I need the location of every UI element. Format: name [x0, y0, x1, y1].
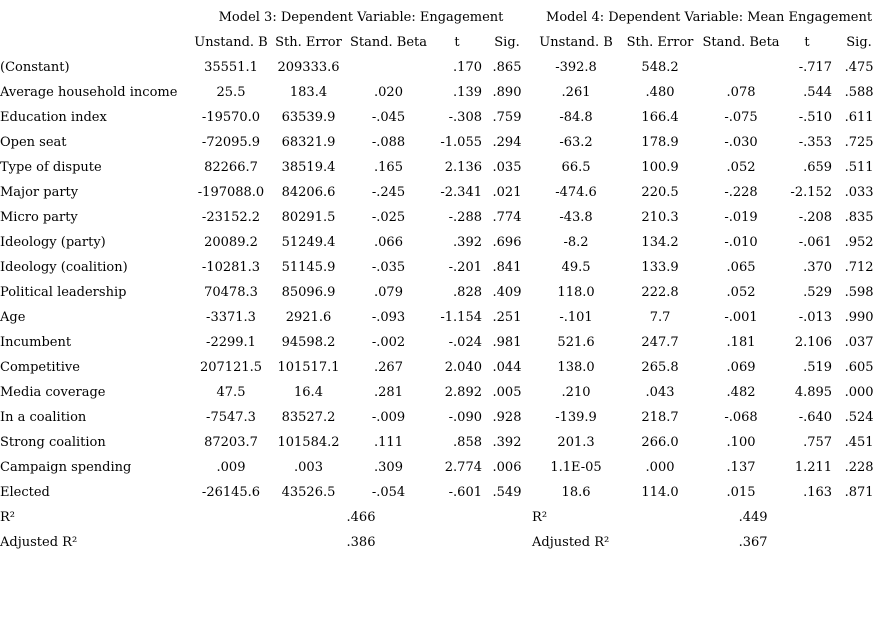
cell-m3-sig: .981 [492, 335, 522, 350]
cell-m3-sig: .549 [492, 485, 522, 500]
cell-m3-unstand-b: 70478.3 [204, 285, 258, 300]
cell-m4-sig: .871 [844, 485, 874, 500]
cell-m4-stand-beta: -.075 [724, 110, 758, 125]
cell-m3-sth-error: 85096.9 [281, 285, 336, 300]
cell-m3-stand-beta: .309 [374, 460, 403, 475]
cell-m3-unstand-b: 207121.5 [199, 360, 263, 375]
cell-m4-sig: .037 [844, 335, 874, 350]
cell-m4-t: -.640 [798, 410, 833, 425]
cell-m3-sth-error: 16.4 [294, 385, 323, 400]
cell-m3-unstand-b: 82266.7 [204, 160, 258, 175]
cell-m3-stand-beta: -.054 [371, 485, 406, 500]
cell-m4-unstand-b: 66.5 [561, 160, 591, 175]
cell-m4-stand-beta: .181 [726, 335, 756, 350]
cell-m3-sth-error: 101517.1 [277, 360, 340, 375]
cell-m3-stand-beta: .267 [374, 360, 403, 375]
cell-m4-stand-beta: -.019 [724, 210, 758, 225]
cell-m4-sth-error: 266.0 [641, 435, 679, 450]
cell-m4-sig: .990 [844, 310, 874, 325]
cell-m3-unstand-b: .009 [216, 460, 246, 475]
cell-m3-unstand-b: 25.5 [216, 85, 246, 100]
cell-m4-stand-beta: -.030 [724, 135, 758, 150]
cell-m3-stand-beta: .165 [374, 160, 403, 175]
cell-m3-unstand-b: 47.5 [216, 385, 246, 400]
cell-m3-sig: .759 [492, 110, 522, 125]
table-row [0, 155, 886, 180]
cell-m3-t: 2.136 [444, 160, 482, 175]
cell-m3-unstand-b: -10281.3 [201, 260, 261, 275]
table-row [0, 55, 886, 80]
cell-m4-stand-beta: .078 [726, 85, 756, 100]
cell-m4-sig: .000 [844, 385, 874, 400]
cell-m3-stand-beta: .079 [374, 285, 403, 300]
cell-m4-unstand-b: 201.3 [557, 435, 595, 450]
cell-m3-sth-error: 2921.6 [285, 310, 332, 325]
row-label: Campaign spending [0, 460, 132, 475]
table-row [0, 380, 886, 405]
cell-m3-sig: .044 [492, 360, 522, 375]
cell-m3-t: .392 [453, 235, 482, 250]
cell-m4-t: -.013 [798, 310, 833, 325]
cell-m4-t: -2.152 [790, 185, 833, 200]
cell-m3-stand-beta: .111 [374, 435, 403, 450]
cell-m4-unstand-b: 521.6 [557, 335, 595, 350]
cell-m3-sth-error: 84206.6 [281, 185, 336, 200]
cell-m3-sth-error: 183.4 [289, 85, 328, 100]
cell-m4-unstand-b: 18.6 [561, 485, 591, 500]
cell-m3-sig: .696 [492, 235, 522, 250]
summary-value-m4: .449 [738, 510, 768, 525]
cell-m3-t: -.601 [448, 485, 482, 500]
table-row [0, 330, 886, 355]
col-header-m4-stand-beta: Stand. Beta [702, 35, 780, 50]
cell-m4-stand-beta: .482 [726, 385, 756, 400]
table-row [0, 255, 886, 280]
cell-m4-sig: .475 [844, 60, 874, 75]
cell-m4-t: .544 [803, 85, 833, 100]
cell-m3-sth-error: 51249.4 [281, 235, 336, 250]
cell-m3-unstand-b: -2299.1 [206, 335, 256, 350]
row-label: Open seat [0, 135, 67, 150]
col-header-m4-sig: Sig. [846, 35, 872, 50]
column-header-row [0, 30, 886, 55]
cell-m4-sig: .725 [844, 135, 874, 150]
table-row [0, 480, 886, 505]
cell-m4-stand-beta [700, 55, 782, 80]
cell-m4-t: 4.895 [794, 385, 833, 400]
table-row [0, 80, 886, 105]
summary-value-m3: .466 [346, 510, 376, 525]
table-row [0, 430, 886, 455]
cell-m4-sth-error: .480 [645, 85, 675, 100]
cell-m3-stand-beta: .020 [374, 85, 403, 100]
row-label: Political leadership [0, 285, 127, 300]
cell-m4-unstand-b: -139.9 [555, 410, 597, 425]
cell-m4-sth-error: 247.7 [641, 335, 679, 350]
cell-m4-t: -.061 [798, 235, 833, 250]
cell-m3-unstand-b: -7547.3 [206, 410, 256, 425]
cell-m3-stand-beta: -.002 [371, 335, 406, 350]
table-row [0, 230, 886, 255]
cell-m4-sth-error: 218.7 [641, 410, 679, 425]
cell-m4-sth-error: 100.9 [641, 160, 679, 175]
row-label: Elected [0, 485, 50, 500]
cell-m3-t: -.288 [448, 210, 482, 225]
cell-m3-t: -.090 [448, 410, 482, 425]
cell-m4-sig: .611 [844, 110, 874, 125]
cell-m3-sig: .251 [492, 310, 522, 325]
cell-m3-stand-beta: .281 [374, 385, 403, 400]
cell-m4-t: 2.106 [794, 335, 833, 350]
cell-m4-sig: .598 [844, 285, 874, 300]
table-row [0, 355, 886, 380]
cell-m4-unstand-b: -.101 [559, 310, 593, 325]
cell-m4-unstand-b: -43.8 [559, 210, 593, 225]
cell-m4-sig: .524 [844, 410, 874, 425]
cell-m3-unstand-b: -72095.9 [201, 135, 261, 150]
cell-m3-sig: .890 [492, 85, 522, 100]
cell-m4-unstand-b: .261 [561, 85, 591, 100]
summary-label-m3: Adjusted R² [0, 535, 78, 550]
cell-m3-t: -2.341 [440, 185, 482, 200]
cell-m3-unstand-b: -23152.2 [201, 210, 261, 225]
cell-m3-stand-beta: -.088 [371, 135, 406, 150]
cell-m4-sth-error: 222.8 [641, 285, 679, 300]
cell-m4-t: .757 [803, 435, 833, 450]
cell-m4-sth-error: 133.9 [641, 260, 679, 275]
cell-m4-sig: .712 [844, 260, 874, 275]
col-header-m4-sth-error: Sth. Error [626, 35, 694, 50]
cell-m3-sth-error: 43526.5 [281, 485, 336, 500]
cell-m3-sig: .035 [492, 160, 522, 175]
row-label: (Constant) [0, 60, 70, 75]
cell-m4-stand-beta: .100 [726, 435, 756, 450]
regression-results-table [0, 5, 886, 555]
cell-m3-stand-beta: -.035 [371, 260, 406, 275]
cell-m4-t: .529 [803, 285, 833, 300]
cell-m4-stand-beta: -.010 [724, 235, 758, 250]
cell-m4-stand-beta: .015 [726, 485, 756, 500]
cell-m4-sig: .511 [844, 160, 874, 175]
cell-m4-t: -.510 [798, 110, 833, 125]
cell-m3-unstand-b: -3371.3 [206, 310, 256, 325]
cell-m4-t: .370 [803, 260, 833, 275]
cell-m3-stand-beta: -.025 [371, 210, 406, 225]
col-header-m3-t: t [454, 35, 460, 50]
cell-m3-sig: .392 [492, 435, 522, 450]
table-row [0, 180, 886, 205]
cell-m3-unstand-b: -26145.6 [201, 485, 261, 500]
cell-m4-unstand-b: 1.1E-05 [550, 460, 602, 475]
cell-m3-unstand-b: 35551.1 [204, 60, 258, 75]
cell-m4-t: .163 [803, 485, 833, 500]
cell-m3-stand-beta: -.045 [371, 110, 406, 125]
cell-m4-unstand-b: -84.8 [559, 110, 593, 125]
row-label: Media coverage [0, 385, 106, 400]
table-row [0, 455, 886, 480]
cell-m3-sth-error: 94598.2 [281, 335, 336, 350]
cell-m4-stand-beta: .137 [726, 460, 756, 475]
col-header-m4-t: t [804, 35, 810, 50]
cell-m4-sth-error: 178.9 [641, 135, 679, 150]
cell-m4-sth-error: 7.7 [649, 310, 671, 325]
cell-m4-t: .659 [803, 160, 833, 175]
model3-title: Model 3: Dependent Variable: Engagement [218, 10, 504, 25]
cell-m4-stand-beta: .052 [726, 160, 756, 175]
cell-m3-t: 2.040 [444, 360, 482, 375]
cell-m4-unstand-b: -8.2 [563, 235, 589, 250]
cell-m3-sth-error: 80291.5 [281, 210, 336, 225]
cell-m3-t: -1.055 [440, 135, 482, 150]
cell-m3-stand-beta: -.093 [371, 310, 406, 325]
cell-m3-sth-error: 209333.6 [277, 60, 340, 75]
row-label: Competitive [0, 360, 80, 375]
cell-m3-sig: .928 [492, 410, 522, 425]
summary-label-m4: Adjusted R² [532, 535, 610, 550]
cell-m3-t: .139 [453, 85, 482, 100]
col-header-m3-unstand-b: Unstand. B [194, 35, 268, 50]
row-label: Type of dispute [0, 160, 102, 175]
cell-m4-stand-beta: .052 [726, 285, 756, 300]
row-label-header [0, 30, 190, 55]
cell-m3-t: -.201 [448, 260, 482, 275]
table-row [0, 105, 886, 130]
cell-m3-t: -.024 [448, 335, 482, 350]
cell-m3-sth-error: 63539.9 [281, 110, 336, 125]
summary-value-m4: .367 [738, 535, 768, 550]
cell-m4-unstand-b: 138.0 [557, 360, 595, 375]
cell-m4-sth-error: 210.3 [641, 210, 679, 225]
cell-m4-t: .519 [803, 360, 833, 375]
row-label: Education index [0, 110, 107, 125]
cell-m3-unstand-b: 20089.2 [204, 235, 258, 250]
cell-m3-unstand-b: 87203.7 [204, 435, 258, 450]
cell-m3-sig: .865 [492, 60, 522, 75]
cell-m4-sig: .033 [844, 185, 874, 200]
table-body [0, 55, 886, 555]
cell-m3-sig: .005 [492, 385, 522, 400]
cell-m4-sth-error: .000 [645, 460, 675, 475]
row-label: Ideology (coalition) [0, 260, 128, 275]
cell-m4-sth-error: 114.0 [641, 485, 679, 500]
cell-m4-sig: .605 [844, 360, 874, 375]
cell-m4-sig: .451 [844, 435, 874, 450]
cell-m3-stand-beta: -.245 [371, 185, 406, 200]
cell-m3-stand-beta [345, 55, 432, 80]
summary-label-m3: R² [0, 510, 15, 525]
model4-title: Model 4: Dependent Variable: Mean Engagement [546, 10, 873, 25]
row-label: Age [0, 310, 26, 325]
col-header-m3-sig: Sig. [494, 35, 520, 50]
row-label: Average household income [0, 85, 178, 100]
cell-m4-stand-beta: .065 [726, 260, 756, 275]
cell-m4-sig: .588 [844, 85, 874, 100]
row-label: Major party [0, 185, 79, 200]
cell-m4-t: -.717 [798, 60, 833, 75]
cell-m4-unstand-b: .210 [561, 385, 591, 400]
cell-m4-stand-beta: -.068 [724, 410, 758, 425]
row-label: In a coalition [0, 410, 87, 425]
cell-m4-sth-error: .043 [645, 385, 675, 400]
cell-m4-unstand-b: 118.0 [557, 285, 595, 300]
cell-m4-stand-beta: .069 [726, 360, 756, 375]
table-row [0, 130, 886, 155]
table-row [0, 280, 886, 305]
cell-m3-sth-error: .003 [294, 460, 323, 475]
cell-m3-sth-error: 51145.9 [281, 260, 336, 275]
cell-m3-unstand-b: -197088.0 [197, 185, 265, 200]
col-header-m3-stand-beta: Stand. Beta [349, 35, 428, 50]
table-row [0, 405, 886, 430]
cell-m4-stand-beta: -.001 [724, 310, 758, 325]
cell-m3-sig: .409 [492, 285, 522, 300]
cell-m4-stand-beta: -.228 [724, 185, 758, 200]
cell-m3-sth-error: 101584.2 [277, 435, 340, 450]
col-header-m3-sth-error: Sth. Error [275, 35, 342, 50]
cell-m3-t: -.308 [448, 110, 482, 125]
cell-m3-t: 2.774 [444, 460, 482, 475]
cell-m3-sig: .006 [492, 460, 522, 475]
model-title-row [0, 5, 886, 30]
cell-m4-sth-error: 548.2 [641, 60, 679, 75]
col-header-m4-unstand-b: Unstand. B [539, 35, 613, 50]
cell-m3-t: -1.154 [440, 310, 482, 325]
cell-m3-sig: .841 [492, 260, 522, 275]
cell-m4-sig: .228 [844, 460, 874, 475]
cell-m3-sig: .294 [492, 135, 522, 150]
cell-m4-sth-error: 220.5 [641, 185, 679, 200]
cell-m3-t: .828 [453, 285, 482, 300]
cell-m4-t: -.208 [798, 210, 833, 225]
row-label: Micro party [0, 210, 78, 225]
cell-m4-unstand-b: -63.2 [559, 135, 593, 150]
cell-m3-t: .170 [453, 60, 482, 75]
cell-m3-sth-error: 68321.9 [281, 135, 336, 150]
cell-m3-sth-error: 83527.2 [281, 410, 336, 425]
cell-m3-sig: .774 [492, 210, 522, 225]
cell-m4-sth-error: 265.8 [641, 360, 679, 375]
corner-spacer [0, 5, 190, 30]
cell-m4-sig: .835 [844, 210, 874, 225]
cell-m3-sth-error: 38519.4 [281, 160, 336, 175]
summary-label-m4: R² [532, 510, 548, 525]
cell-m4-sig: .952 [844, 235, 874, 250]
row-label: Strong coalition [0, 435, 106, 450]
row-label: Incumbent [0, 335, 72, 350]
cell-m3-sig: .021 [492, 185, 522, 200]
cell-m4-t: -.353 [798, 135, 833, 150]
summary-row [0, 505, 886, 530]
table-row [0, 205, 886, 230]
cell-m4-unstand-b: -392.8 [555, 60, 597, 75]
cell-m4-unstand-b: 49.5 [561, 260, 591, 275]
cell-m3-t: 2.892 [444, 385, 482, 400]
cell-m4-t: 1.211 [794, 460, 833, 475]
row-label: Ideology (party) [0, 235, 106, 250]
cell-m3-t: .858 [453, 435, 482, 450]
cell-m3-stand-beta: -.009 [371, 410, 406, 425]
summary-row [0, 530, 886, 555]
summary-value-m3: .386 [346, 535, 376, 550]
table-row [0, 305, 886, 330]
cell-m4-unstand-b: -474.6 [555, 185, 597, 200]
cell-m3-unstand-b: -19570.0 [201, 110, 261, 125]
cell-m4-sth-error: 166.4 [641, 110, 679, 125]
cell-m4-sth-error: 134.2 [641, 235, 679, 250]
cell-m3-stand-beta: .066 [374, 235, 403, 250]
